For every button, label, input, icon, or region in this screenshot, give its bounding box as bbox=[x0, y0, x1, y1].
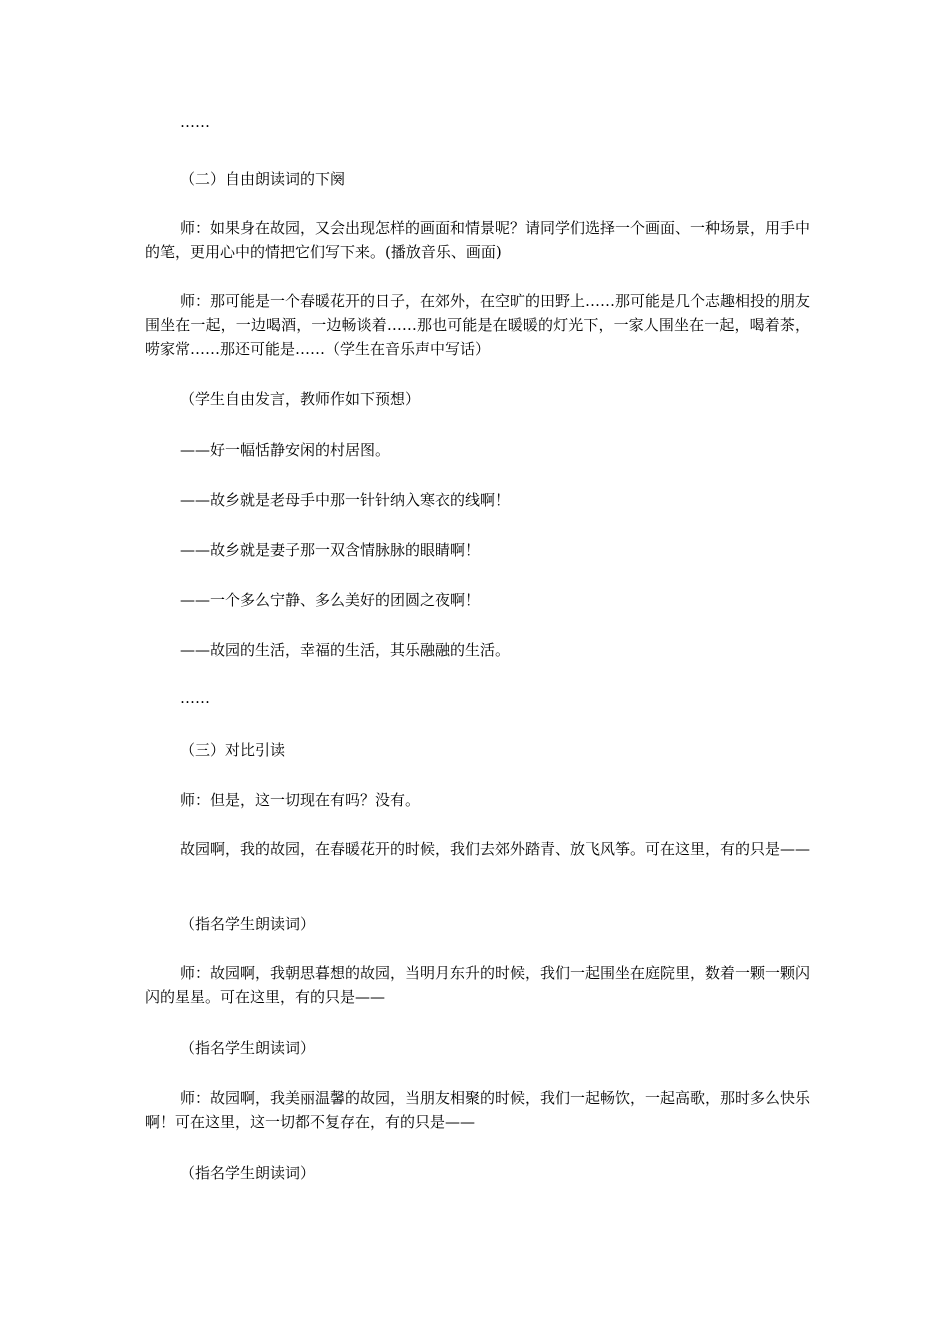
teacher-paragraph-4: 师：故园啊，我朝思暮想的故园，当明月东升的时候，我们一起围坐在庭院里，数着一颗一颗闪闪的星星。可在这里，有的只是—— bbox=[145, 964, 811, 1006]
preset-line-1: ——好一幅恬静安闲的村居图。 bbox=[180, 441, 391, 459]
reading-instruction-3: （指名学生朗读词） bbox=[180, 1164, 316, 1182]
preset-line-4: ——一个多么宁静、多么美好的团圆之夜啊！ bbox=[180, 591, 481, 609]
reading-instruction-1: （指名学生朗读词） bbox=[180, 915, 316, 933]
preset-line-2: ——故乡就是老母手中那一针针纳入寒衣的线啊！ bbox=[180, 491, 511, 509]
section-heading-2: （二）自由朗读词的下阕 bbox=[180, 170, 346, 188]
preset-line-5: ——故园的生活，幸福的生活，其乐融融的生活。 bbox=[180, 641, 511, 659]
section-heading-3: （三）对比引读 bbox=[180, 741, 286, 759]
teacher-paragraph-3: 师：但是，这一切现在有吗？没有。 bbox=[180, 791, 421, 809]
narration-paragraph-1: 故园啊，我的故园，在春暖花开的时候，我们去郊外踏青、放飞风筝。可在这里，有的只是—— bbox=[180, 840, 811, 858]
teacher-paragraph-1: 师：如果身在故园，又会出现怎样的画面和情景呢？请同学们选择一个画面、一种场景，用手中的笔，更用心中的情把它们写下来。(播放音乐、画面) bbox=[145, 219, 811, 261]
ellipsis-paragraph-2: …… bbox=[180, 689, 210, 707]
student-note: （学生自由发言，教师作如下预想） bbox=[180, 390, 421, 408]
teacher-paragraph-2: 师：那可能是一个春暖花开的日子，在郊外，在空旷的田野上……那可能是几个志趣相投的朋友围坐在一起，一边喝酒，一边畅谈着……那也可能是在暖暖的灯光下，一家人围坐在一起，喝着茶，唠家常……那还可能是……（学生在音乐声中写话） bbox=[145, 292, 811, 358]
teacher-paragraph-5: 师：故园啊，我美丽温馨的故园，当朋友相聚的时候，我们一起畅饮，一起高歌，那时多么快乐啊！可在这里，这一切都不复存在，有的只是—— bbox=[145, 1089, 811, 1131]
reading-instruction-2: （指名学生朗读词） bbox=[180, 1039, 316, 1057]
preset-line-3: ——故乡就是妻子那一双含情脉脉的眼睛啊！ bbox=[180, 541, 481, 559]
ellipsis-paragraph: …… bbox=[180, 113, 210, 131]
